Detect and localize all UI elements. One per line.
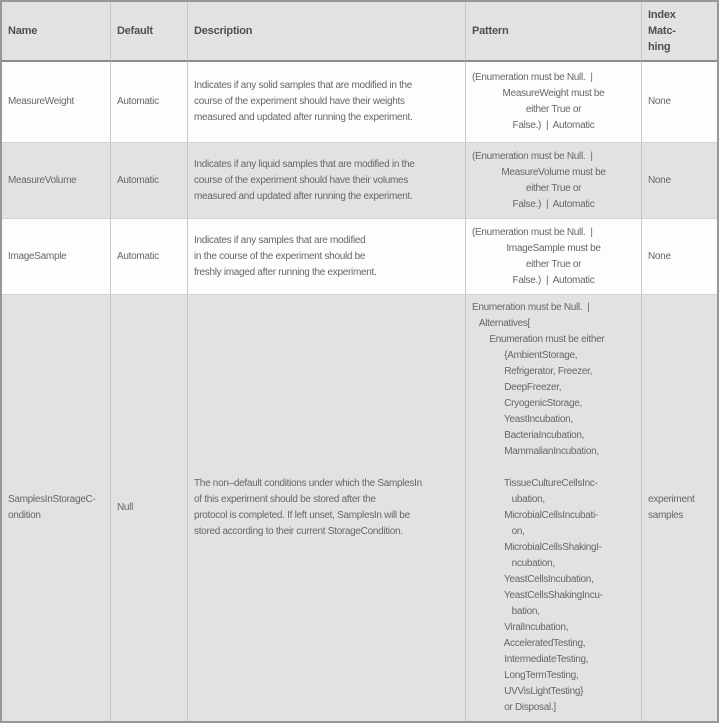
cell-description: Indicates if any samples that are modified in the course of the experiment should be freshly imaged after running the experiment. bbox=[188, 218, 466, 294]
table-row-image-sample bbox=[2, 218, 717, 294]
cell-index-matching: None bbox=[642, 218, 717, 294]
cell-index-matching: None bbox=[642, 142, 717, 218]
cell-pattern: (Enumeration must be Null. | MeasureWeight must be either True or False.) | Automatic bbox=[466, 62, 642, 142]
cell-pattern: (Enumeration must be Null. | ImageSample must be either True or False.) | Automatic bbox=[466, 218, 642, 294]
cell-pattern: Enumeration must be Null. | Alternatives[ Enumeration must be either {AmbientStorage, Refrigerator, Freezer, DeepFreezer, CryogenicStorage, YeastIncubation, BacteriaIncubation, MammalianIncubation, TissueCultureCellsInc- ubation, MicrobialCellsIncubati- on, MicrobialCellsShakingI- ncubation, YeastCellsIncubation, YeastCellsShakingIncu- bation, ViralIncubation, AcceleratedTesting, IntermediateTesting, LongTermTesting, UVVisLightTesting} or Disposal.] bbox=[466, 294, 642, 721]
column-header-default: Default bbox=[111, 2, 188, 62]
cell-name: MeasureWeight bbox=[2, 62, 111, 142]
cell-name: SamplesInStorageC- ondition bbox=[2, 294, 111, 721]
table-row-measure-weight bbox=[2, 62, 717, 142]
cell-default: Automatic bbox=[111, 142, 188, 218]
cell-description: Indicates if any liquid samples that are modified in the course of the experiment should have their volumes measured and updated after running the experiment. bbox=[188, 142, 466, 218]
cell-default: Automatic bbox=[111, 62, 188, 142]
cell-index-matching: experiment samples bbox=[642, 294, 717, 721]
column-header-description: Description bbox=[188, 2, 466, 62]
column-header-name: Name bbox=[2, 2, 111, 62]
cell-default: Null bbox=[111, 294, 188, 721]
cell-description: The non–default conditions under which the SamplesIn of this experiment should be stored after the protocol is completed. If left unset, SamplesIn will be stored according to their current StorageCondition. bbox=[188, 294, 466, 721]
table-header-row bbox=[2, 2, 717, 62]
column-header-index-matching: Index Matc- hing bbox=[642, 2, 717, 62]
column-header-pattern: Pattern bbox=[466, 2, 642, 62]
cell-default: Automatic bbox=[111, 218, 188, 294]
table-row-samples-in-storage-condition bbox=[2, 294, 717, 721]
table-row-measure-volume bbox=[2, 142, 717, 218]
cell-pattern: (Enumeration must be Null. | MeasureVolume must be either True or False.) | Automatic bbox=[466, 142, 642, 218]
cell-index-matching: None bbox=[648, 96, 671, 107]
cell-name: ImageSample bbox=[2, 218, 111, 294]
cell-name: MeasureVolume bbox=[2, 142, 111, 218]
cell-description: Indicates if any solid samples that are modified in the course of the experiment should have their weights measured and updated after running the experiment. bbox=[188, 62, 466, 142]
